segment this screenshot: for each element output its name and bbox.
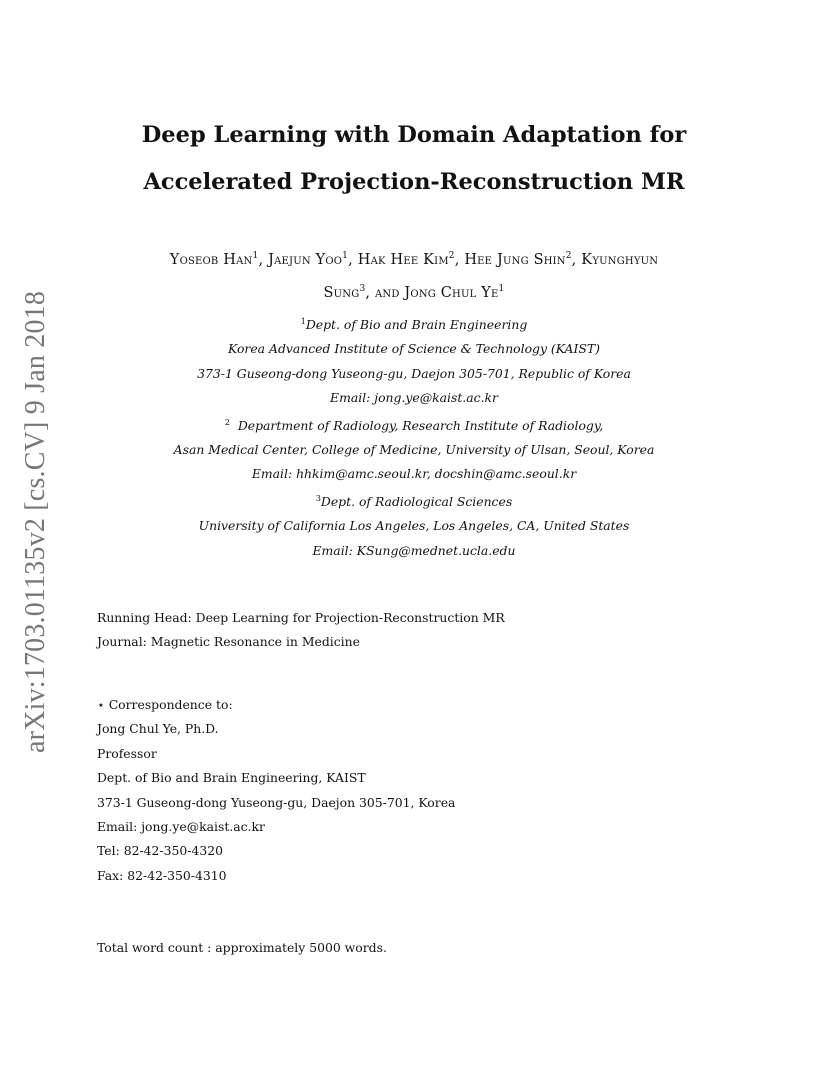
word-count: Total word count : approximately 5000 words.	[97, 940, 387, 955]
correspondence-position: Professor	[97, 745, 157, 761]
paper-title	[0, 112, 828, 206]
running-head: Running Head: Deep Learning for Projection-Reconstruction MR	[97, 610, 505, 625]
affiliation-2-dept	[0, 411, 828, 438]
correspondence-tel: Tel: 82-42-350-4320	[97, 843, 223, 859]
title-line-1: Deep Learning with Domain Adaptation for	[141, 122, 687, 148]
affiliation-mark: 2	[224, 417, 230, 427]
author-name: Jong Chul Ye	[404, 285, 499, 301]
author-separator: ,	[454, 252, 465, 268]
affiliation-3-dept	[0, 487, 828, 514]
author-affiliation-mark: 1	[252, 251, 259, 261]
affiliation-block	[0, 310, 828, 563]
correspondence-email: Email: jong.ye@kaist.ac.kr	[97, 819, 265, 835]
affiliation-text: Department of Radiology, Research Institute of Radiology,	[237, 417, 604, 433]
author-list	[0, 242, 828, 308]
author-line-1	[0, 242, 828, 275]
correspondence-address: 373-1 Guseong-dong Yuseong-gu, Daejon 305-701, Korea	[97, 794, 456, 810]
affiliation-mark: 3	[315, 493, 321, 503]
affiliation-mark: 1	[300, 317, 306, 326]
author-name: Sung	[323, 285, 360, 301]
affiliation-text: Dept. of Bio and Brain Engineering	[305, 317, 528, 332]
correspondence-block	[97, 693, 455, 888]
affiliation-1-dept	[0, 310, 828, 337]
author-affiliation-mark: 2	[448, 251, 455, 261]
author-affiliation-mark: 1	[342, 251, 349, 261]
author-separator: ,	[571, 252, 582, 268]
author-affiliation-mark: 3	[359, 284, 366, 294]
correspondence-name: Jong Chul Ye, Ph.D.	[97, 721, 219, 737]
running-head-block	[97, 606, 505, 655]
author-name: Hee Jung Shin	[464, 252, 566, 268]
arxiv-identifier: arXiv:1703.01135v2 [cs.CV] 9 Jan 2018	[20, 290, 51, 753]
author-separator: ,	[258, 252, 269, 268]
author-name: Hak Hee Kim	[357, 252, 449, 268]
affiliation-1-email: Email: jong.ye@kaist.ac.kr	[330, 390, 498, 406]
author-separator: ,	[348, 252, 358, 268]
correspondence-dept: Dept. of Bio and Brain Engineering, KAIST	[97, 770, 366, 786]
affiliation-3-institute: University of California Los Angeles, Los Angeles, CA, United States	[198, 518, 630, 534]
affiliation-3-email: Email: KSung@mednet.ucla.edu	[312, 542, 516, 558]
affiliation-1-address: 373-1 Guseong-dong Yuseong-gu, Daejon 305-701, Republic of Korea	[197, 365, 631, 381]
author-affiliation-mark: 2	[565, 251, 572, 261]
author-name: Kyunghyun	[581, 252, 659, 268]
author-name: Yoseob Han	[169, 252, 253, 268]
correspondence-fax: Fax: 82-42-350-4310	[97, 867, 227, 883]
author-affiliation-mark: 1	[498, 284, 505, 294]
affiliation-text: Dept. of Radiological Sciences	[320, 493, 513, 509]
affiliation-2-email: Email: hhkim@amc.seoul.kr, docshin@amc.seoul.kr	[251, 466, 577, 482]
title-line-2: Accelerated Projection-Reconstruction MR	[143, 169, 685, 195]
author-separator: , and	[365, 285, 405, 301]
journal-name: Journal: Magnetic Resonance in Medicine	[97, 634, 360, 650]
author-line-2	[0, 275, 828, 308]
affiliation-1-institute: Korea Advanced Institute of Science & Technology (KAIST)	[228, 341, 600, 357]
correspondence-header: ⋆ Correspondence to:	[97, 697, 233, 712]
author-name: Jaejun Yoo	[268, 252, 343, 268]
affiliation-2-institute: Asan Medical Center, College of Medicine, University of Ulsan, Seoul, Korea	[173, 442, 655, 458]
